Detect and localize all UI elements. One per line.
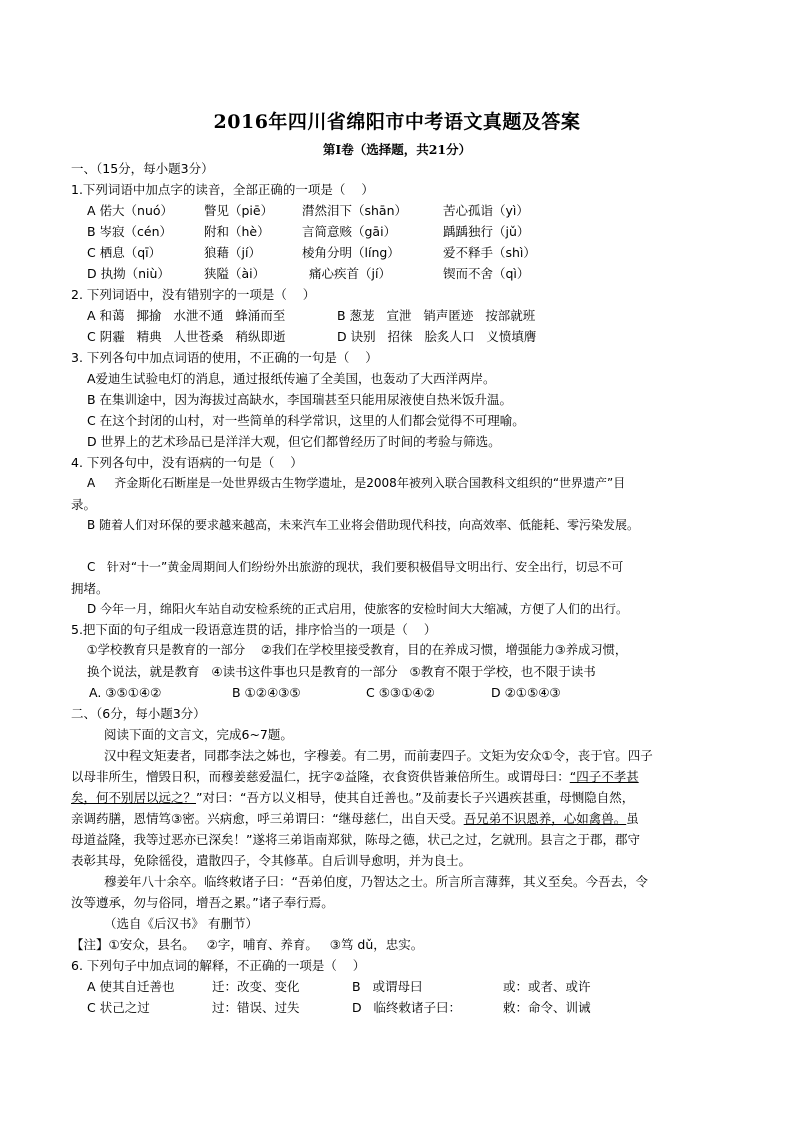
passage-notes: 【注】①安众，县名。 ②字，哺育、养育。 ③笃 dǔ，忠实。 (71, 937, 424, 952)
question-1-option-row (0, 223, 794, 240)
question-1-option-row (0, 202, 794, 219)
underlined-sentence: 吾兄弟不识恩养，心如禽兽。 (463, 811, 627, 826)
option-text: A. ③⑤①④② (89, 685, 162, 700)
question-3-stem: 3. 下列各句中加点词语的使用，不正确的一句是（ ） (71, 350, 378, 365)
option-text: 附和（hè） (204, 224, 270, 239)
passage-line: 汉中程文矩妻者，同郡李法之姊也，字穆姜。有二男，而前妻四子。文矩为安众①令，丧于官。四子 (104, 748, 653, 763)
option-text: 言简意赅（gāi） (302, 224, 397, 239)
option-text: 拥堵。 (71, 581, 109, 596)
question-1-option-row (0, 265, 794, 282)
option-text: 过：错误、过失 (212, 1000, 300, 1015)
section-one-heading: 一、（15分，每小题3分） (71, 161, 214, 176)
question-2-stem: 2. 下列词语中，没有错别字的一项是（ ） (71, 287, 316, 302)
option-text: A 偌大（nuó） (87, 203, 174, 218)
question-6-option-row (0, 999, 794, 1016)
option-text: 录。 (71, 497, 97, 512)
option-text: C 阴霾 精典 人世苍桑 稍纵即逝 (87, 329, 286, 344)
option-text: D 世界上的艺术珍品已是洋洋大观，但它们都曾经历了时间的考验与筛选。 (87, 434, 501, 449)
question-4-stem: 4. 下列各句中，没有语病的一句是（ ） (71, 455, 303, 470)
question-5-stem: 5.把下面的句子组成一段语意连贯的话，排序恰当的一项是（ ） (71, 622, 437, 637)
option-text: A 齐金斯化石断崖是一处世界级古生物学遗址，是2008年被列入联合国教科文组织的“世界遗产”目 (87, 476, 626, 490)
sentence-list: 换个说法，就是教育 ④读书这件事也只是教育的一部分 ⑤教育不限于学校，也不限于读书 (87, 664, 596, 679)
option-text: 锲而不舍（qì） (443, 266, 530, 281)
option-text: D 执拗（niù） (87, 266, 170, 281)
option-text: B 随着人们对环保的要求越来越高，未来汽车工业将会借助现代科技，向高效率、低能耗、零污染发展。 (87, 518, 640, 532)
question-1-stem: 1.下列词语中加点字的读音，全部正确的一项是（ ） (71, 182, 374, 197)
question-6-option-row (0, 978, 794, 995)
passage-line (71, 768, 639, 785)
option-text: B 或谓母曰 (352, 979, 423, 994)
option-text: 爱不释手（shì） (443, 245, 536, 260)
option-text: D 临终敕诸子曰： (352, 1000, 462, 1015)
option-text: 敕：命令、训诫 (503, 1000, 591, 1015)
option-text: C 在这个封闭的山村，对一些简单的科学常识，这里的人们都会觉得不可理喻。 (87, 413, 525, 428)
passage-text: 以母非所生，憎毁日积，而穆姜慈爱温仁，抚字②益隆，衣食资供皆兼倍所生。或谓母曰： (71, 769, 570, 784)
question-1-option-row (0, 244, 794, 261)
option-text: C 状己之过 (87, 1000, 150, 1015)
passage-line: 穆姜年八十余卒。临终敕诸子曰：“吾弟伯度，乃智达之士。所言所言薄葬，其义至矣。今吾去，令 (104, 874, 648, 889)
passage-text: 亲调药膳，恩情笃③密。兴病愈，呼三弟谓曰：“继母慈仁，出自天受。 (71, 811, 464, 826)
option-text: C 栖息（qī） (87, 245, 162, 260)
sentence-list: ①学校教育只是教育的一部分 ②我们在学校里接受教育，目的在养成习惯，增强能力③养成习惯， (71, 643, 628, 657)
passage-line: 表彰其母，免除徭役，遣散四子，令其修革。自后训导愈明，并为良士。 (71, 853, 472, 868)
option-text: B 葱茏 宣泄 销声匿迹 按部就班 (337, 308, 536, 323)
underlined-sentence: 矣，何不别居以远之？ (71, 790, 197, 805)
option-text: D 今年一月，绵阳火车站自动安检系统的正式启用，使旅客的安检时间大大缩减，方便了人们的出行。 (87, 602, 629, 616)
option-text: 棱角分明（líng） (302, 245, 400, 260)
option-text: A 使其自迁善也 (87, 979, 175, 994)
part-heading: 第Ⅰ卷（选择题，共21分） (322, 142, 472, 157)
passage-line (71, 789, 634, 806)
question-5-option-row (0, 684, 794, 701)
option-text: B 在集训途中，因为海拔过高缺水，李国瑞甚至只能用尿液使自热米饭升温。 (87, 392, 513, 407)
option-text: D 诀别 招徕 脍炙人口 义愤填膺 (337, 329, 537, 344)
passage-source: （选自《后汉书》 有删节） (104, 916, 258, 931)
option-text: 痛心疾首（jí） (309, 266, 391, 281)
option-text: B 岑寂（cén） (87, 224, 173, 239)
option-text: 潸然泪下（shān） (302, 203, 408, 218)
option-text: 瞥见（piē） (204, 203, 274, 218)
passage-line (71, 810, 639, 827)
passage-text: 虽 (626, 811, 639, 826)
option-text: A 和蔼 揶揄 水泄不通 蜂涌而至 (87, 308, 286, 323)
underlined-sentence: “四子不孝甚 (569, 769, 639, 784)
passage-line: 汝等遵承，勿与俗同，增吾之累。”诸子奉行焉。 (71, 895, 334, 910)
option-text: 或：或者、或许 (503, 979, 591, 994)
passage-line: 母道益隆，我等过恶亦已深矣！”遂将三弟诣南郑狱，陈母之德，状己之过，乞就刑。县言之于郡，郡守 (71, 832, 640, 847)
option-text: B ①②④③⑤ (232, 685, 301, 700)
page-title: 2016年四川省绵阳市中考语文真题及答案 (213, 111, 581, 133)
option-text: D ②①⑤④③ (491, 685, 561, 700)
option-text: A爱迪生试验电灯的消息，通过报纸传遍了全美国，也轰动了大西洋两岸。 (87, 371, 496, 386)
option-text: 迁：改变、变化 (212, 979, 300, 994)
option-text: 狭隘（ài） (204, 266, 266, 281)
question-6-stem: 6. 下列句子中加点词的解释，不正确的一项是（ ） (71, 958, 366, 973)
passage-intro: 阅读下面的文言文，完成6~7题。 (104, 727, 293, 742)
option-text: 踽踽独行（jǔ） (443, 224, 530, 239)
passage-text: ”对曰：“吾方以义相导，使其自迁善也。”及前妻长子兴遇疾甚重，母恻隐自然， (196, 790, 635, 805)
option-text: 狼藉（jí） (204, 245, 261, 260)
question-2-option-row (0, 328, 794, 345)
option-text: 苦心孤诣（yì） (443, 203, 529, 218)
section-two-heading: 二、（6分，每小题3分） (71, 706, 206, 721)
question-2-option-row (0, 307, 794, 324)
option-text: C 针对“十一”黄金周期间人们纷纷外出旅游的现状，我们要积极倡导文明出行、安全出行，切忌不可 (87, 560, 624, 574)
option-text: C ⑤③①④② (366, 685, 435, 700)
